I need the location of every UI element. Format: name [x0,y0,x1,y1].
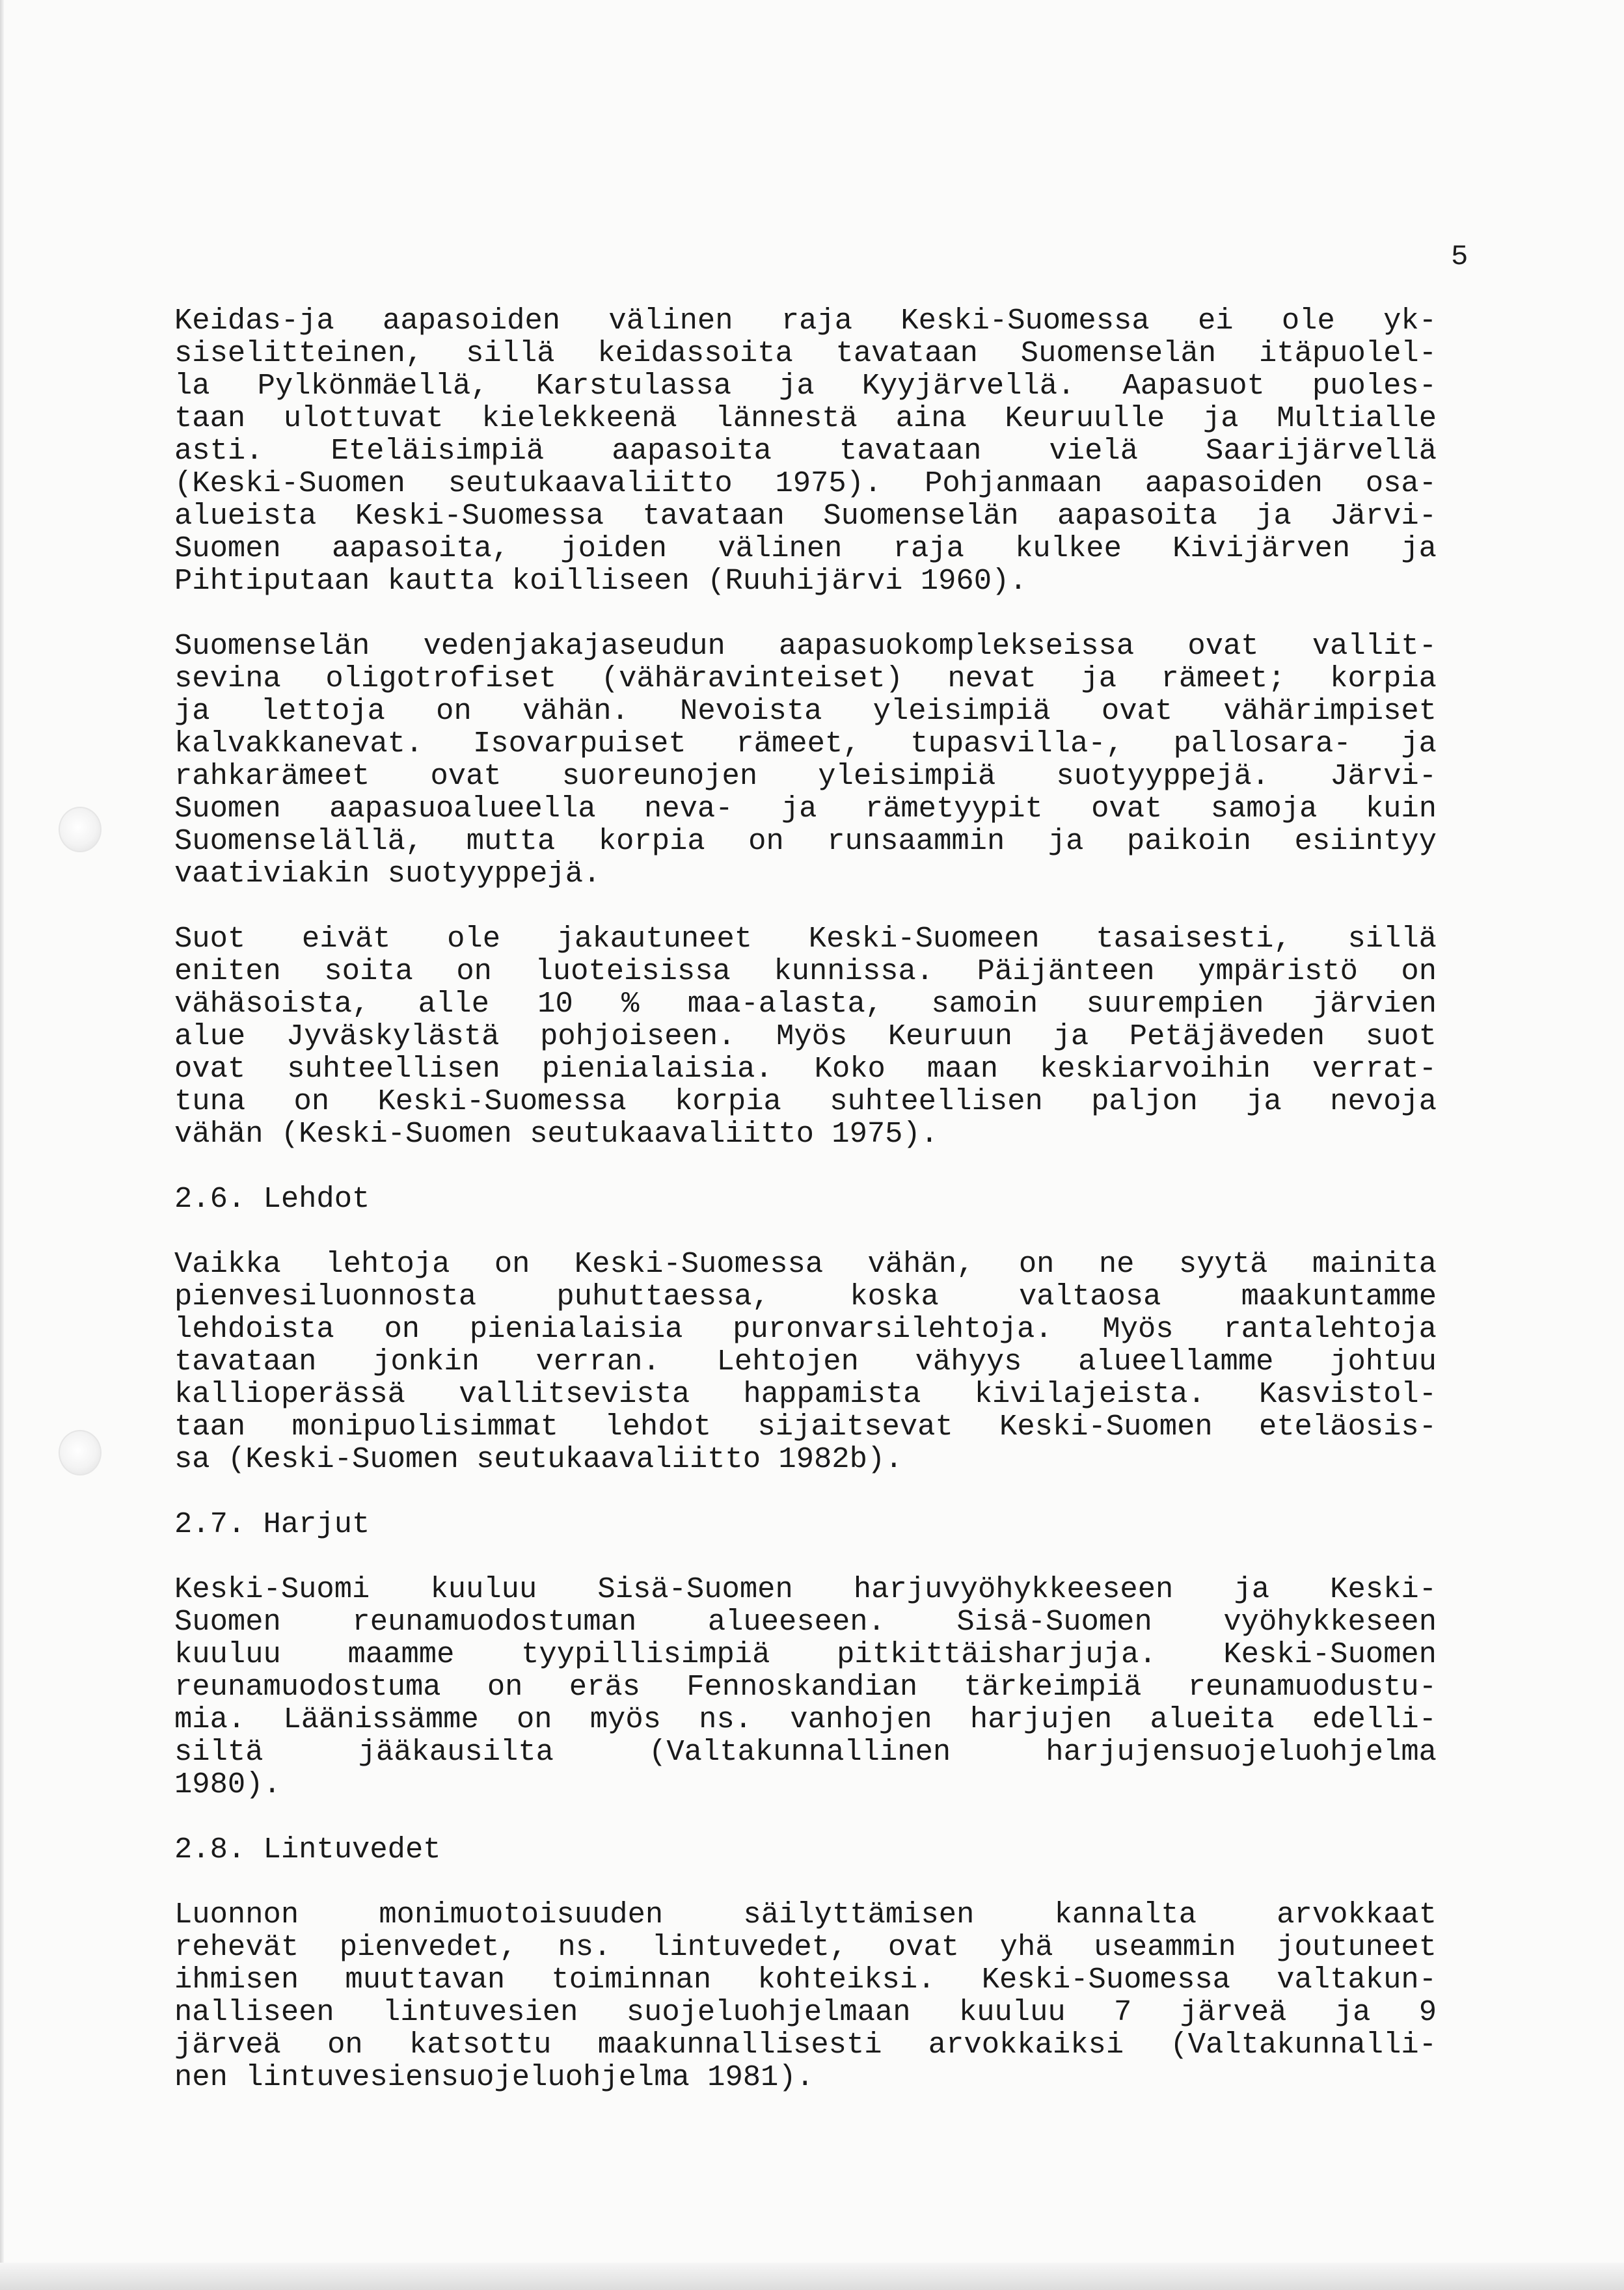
text-line: pienvesiluonnosta puhuttaessa, koska valtaosa maakuntamme [174,1280,1437,1313]
section-heading-lehdot: 2.6. Lehdot [174,1182,370,1216]
paragraph-lintuvedet [174,1898,1437,2094]
text-line: sa (Keski-Suomen seutukaavaliitto 1982b). [174,1442,903,1476]
page-number: 5 [1451,241,1468,273]
paragraph-suot-jakautuminen [174,923,1437,1150]
section-heading-lintuvedet: 2.8. Lintuvedet [174,1833,441,1866]
text-line: Suomen aapasuoalueella neva- ja rämetyypit ovat samoja kuin [174,792,1437,826]
text-line: Suomen reunamuodostuman alueeseen. Sisä-Suomen vyöhykkeseen [174,1605,1437,1639]
text-line: Pihtiputaan kautta koilliseen (Ruuhijärvi 1960). [174,564,1027,598]
document-body [174,304,1437,2126]
text-line: ihmisen muuttavan toiminnan kohteiksi. Keski-Suomessa valtakun- [174,1963,1437,1997]
text-line: vähän (Keski-Suomen seutukaavaliitto 1975). [174,1117,939,1151]
text-line: taan monipuolisimmat lehdot sijaitsevat Keski-Suomen eteläosis- [174,1410,1437,1444]
text-line: taan ulottuvat kielekkeenä lännestä aina Keuruulle ja Multialle [174,401,1437,435]
paragraph-harjut [174,1573,1437,1801]
text-line: (Keski-Suomen seutukaavaliitto 1975). Pohjanmaan aapasoiden osa- [174,466,1437,500]
text-line: kallioperässä vallitsevista happamista kivilajeista. Kasvistol- [174,1377,1437,1411]
text-line: Keski-Suomi kuuluu Sisä-Suomen harjuvyöhykkeeseen ja Keski- [174,1572,1437,1606]
text-line: vähäsoista, alle 10 % maa-alasta, samoin suurempien järvien [174,987,1437,1021]
text-line: nen lintuvesiensuojeluohjelma 1981). [174,2060,814,2094]
text-line: siltä jääkausilta (Valtakunnallinen harjujensuojeluohjelma [174,1735,1437,1769]
text-line: järveä on katsottu maakunnallisesti arvokkaiksi (Valtakunnalli- [174,2028,1437,2062]
paragraph-aapasuot [174,304,1437,597]
text-line: mia. Läänissämme on myös ns. vanhojen harjujen alueita edelli- [174,1703,1437,1736]
text-line: tuna on Keski-Suomessa korpia suhteellisen paljon ja nevoja [174,1084,1437,1118]
text-line: siselitteinen, sillä keidassoita tavataan Suomenselän itäpuolel- [174,336,1437,370]
text-line: reunamuodostuma on eräs Fennoskandian tärkeimpiä reunamuodustu- [174,1670,1437,1704]
text-line: la Pylkönmäellä, Karstulassa ja Kyyjärvellä. Aapasuot puoles- [174,369,1437,403]
text-line: rehevät pienvedet, ns. lintuvedet, ovat yhä useammin joutuneet [174,1930,1437,1964]
text-line: Suot eivät ole jakautuneet Keski-Suomeen tasaisesti, sillä [174,922,1437,956]
text-line: ovat suhteellisen pienialaisia. Koko maan keskiarvoihin verrat- [174,1052,1437,1086]
text-line: ja lettoja on vähän. Nevoista yleisimpiä ovat vähärimpiset [174,694,1437,728]
text-line: Luonnon monimuotoisuuden säilyttämisen kannalta arvokkaat [174,1898,1437,1932]
text-line: kuuluu maamme tyypillisimpiä pitkittäisharjuja. Keski-Suomen [174,1637,1437,1671]
text-line: Vaikka lehtoja on Keski-Suomessa vähän, on ne syytä mainita [174,1247,1437,1281]
punch-hole-lower [59,1430,102,1475]
text-line: Suomenselän vedenjakajaseudun aapasuokomplekseissa ovat vallit- [174,629,1437,663]
text-line: eniten soita on luoteisissa kunnissa. Päijänteen ympäristö on [174,954,1437,988]
text-line: alueista Keski-Suomessa tavataan Suomenselän aapasoita ja Järvi- [174,499,1437,533]
text-line: vaativiakin suotyyppejä. [174,857,601,891]
text-line: Suomen aapasoita, joiden välinen raja kulkee Kivijärven ja [174,532,1437,565]
text-line: tavataan jonkin verran. Lehtojen vähyys alueellamme johtuu [174,1345,1437,1379]
text-line: asti. Eteläisimpiä aapasoita tavataan vielä Saarijärvellä [174,434,1437,468]
text-line: rahkarämeet ovat suoreunojen yleisimpiä suotyyppejä. Järvi- [174,759,1437,793]
punch-hole-upper [59,807,102,852]
text-line: Suomenselällä, mutta korpia on runsaammin ja paikoin esiintyy [174,824,1437,858]
text-line: Keidas-ja aapasoiden välinen raja Keski-Suomessa ei ole yk- [174,304,1437,338]
text-line: alue Jyväskylästä pohjoiseen. Myös Keuruun ja Petäjäveden suot [174,1019,1437,1053]
page-bottom-edge-shadow [0,2263,1624,2290]
text-line: nalliseen lintuvesien suojeluohjelmaan kuuluu 7 järveä ja 9 [174,1995,1437,2029]
text-line: lehdoista on pienialaisia puronvarsilehtoja. Myös rantalehtoja [174,1312,1437,1346]
page-left-edge-shadow [0,0,4,2290]
paragraph-suomenselka [174,630,1437,890]
text-line: sevina oligotrofiset (vähäravinteiset) nevat ja rämeet; korpia [174,662,1437,695]
section-heading-harjut: 2.7. Harjut [174,1507,370,1541]
text-line: 1980). [174,1768,281,1801]
text-line: kalvakkanevat. Isovarpuiset rämeet, tupasvilla-, pallosara- ja [174,727,1437,761]
paragraph-lehdot [174,1248,1437,1475]
